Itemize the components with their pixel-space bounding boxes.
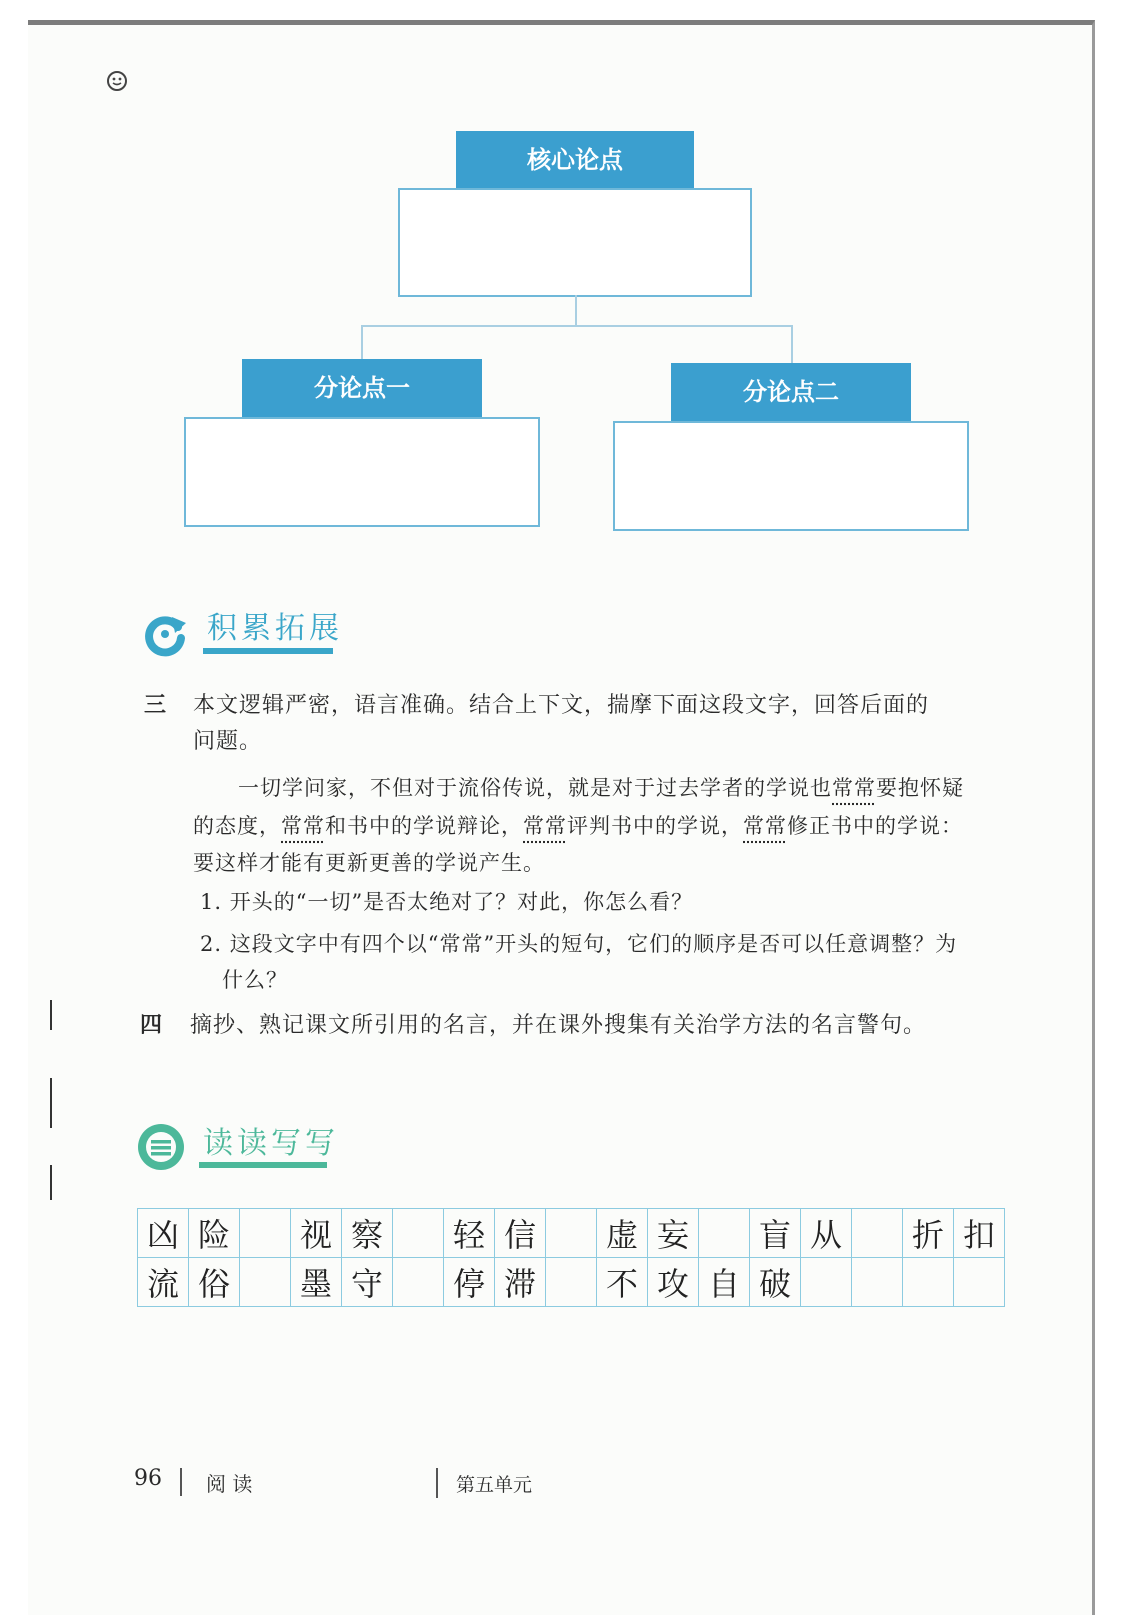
grid-cell xyxy=(393,1258,444,1307)
connector-right xyxy=(791,325,793,363)
page-number: 96 xyxy=(134,1466,162,1491)
grid-cell: 折 xyxy=(903,1209,954,1258)
sub-argument-1-label: 分论点一 xyxy=(242,359,482,417)
quote-line-3: 要这样才能有更新更善的学说产生。 xyxy=(193,851,545,875)
grid-cell xyxy=(699,1209,750,1258)
footer-unit: 第五单元 xyxy=(456,1474,533,1496)
core-argument-label: 核心论点 xyxy=(456,131,694,188)
question-4-text: 摘抄、熟记课文所引用的名言，并在课外搜集有关治学方法的名言警句。 xyxy=(190,1013,927,1038)
grid-cell: 自 xyxy=(699,1258,750,1307)
grid-cell: 流 xyxy=(138,1258,189,1307)
grid-cell: 滞 xyxy=(495,1258,546,1307)
grid-cell: 察 xyxy=(342,1209,393,1258)
grid-cell: 妄 xyxy=(648,1209,699,1258)
grid-cell xyxy=(852,1209,903,1258)
quote-text: 要抱怀疑 xyxy=(876,776,964,800)
grid-cell: 凶 xyxy=(138,1209,189,1258)
emphasis-changchang: 常常 xyxy=(281,814,325,838)
footer-separator xyxy=(436,1468,438,1498)
section-underline-read-write xyxy=(199,1162,327,1168)
grid-cell: 俗 xyxy=(189,1258,240,1307)
margin-mark xyxy=(50,1078,52,1128)
question-3-marker: 三 xyxy=(144,692,167,718)
footer-separator xyxy=(180,1468,182,1496)
core-argument-box xyxy=(398,188,752,297)
grid-cell xyxy=(393,1209,444,1258)
grid-cell: 信 xyxy=(495,1209,546,1258)
footer-section: 阅 读 xyxy=(206,1472,253,1496)
smiley-icon xyxy=(106,70,128,92)
question-3-text-line1: 本文逻辑严密，语言准确。结合上下文，揣摩下面这段文字，回答后面的 xyxy=(193,693,930,718)
grid-cell: 不 xyxy=(597,1258,648,1307)
grid-row-2 xyxy=(138,1258,1005,1307)
grid-cell: 虚 xyxy=(597,1209,648,1258)
quote-line-2 xyxy=(193,808,963,844)
section-title-read-write: 读读写写 xyxy=(203,1126,339,1161)
quote-text: 评判书中的学说， xyxy=(567,814,743,838)
grid-cell: 盲 xyxy=(750,1209,801,1258)
margin-mark xyxy=(50,1165,52,1200)
quote-line-1 xyxy=(238,770,964,806)
grid-cell xyxy=(954,1258,1005,1307)
grid-cell: 险 xyxy=(189,1209,240,1258)
grid-cell xyxy=(240,1258,291,1307)
margin-mark xyxy=(50,1000,52,1030)
grid-cell: 视 xyxy=(291,1209,342,1258)
sub-question-2-line2: 什么？ xyxy=(222,968,288,992)
grid-cell: 轻 xyxy=(444,1209,495,1258)
sub-argument-2-box xyxy=(613,421,969,531)
section-underline-accumulation xyxy=(203,648,333,654)
grid-cell xyxy=(546,1258,597,1307)
quote-text: 修正书中的学说： xyxy=(787,814,963,838)
emphasis-changchang: 常常 xyxy=(743,814,787,838)
grid-cell: 破 xyxy=(750,1258,801,1307)
connector-horizontal xyxy=(361,325,793,327)
grid-cell: 攻 xyxy=(648,1258,699,1307)
sub-argument-1-box xyxy=(184,417,540,527)
grid-cell xyxy=(903,1258,954,1307)
sub-argument-2-label: 分论点二 xyxy=(671,363,911,421)
grid-cell xyxy=(852,1258,903,1307)
section-title-accumulation: 积累拓展 xyxy=(207,611,343,646)
grid-cell: 扣 xyxy=(954,1209,1005,1258)
connector-vertical xyxy=(575,295,577,325)
quote-text: 一切学问家，不但对于流俗传说，就是对于过去学者的学说也 xyxy=(238,776,832,800)
quote-text: 和书中的学说辩论， xyxy=(325,814,523,838)
list-circle-icon xyxy=(136,1122,186,1172)
sub-question-1: 1. 开头的“一切”是否太绝对了？对此，你怎么看？ xyxy=(200,890,694,914)
grid-cell: 从 xyxy=(801,1209,852,1258)
emphasis-changchang: 常常 xyxy=(832,776,876,800)
grid-cell xyxy=(801,1258,852,1307)
grid-cell: 停 xyxy=(444,1258,495,1307)
question-3-text-line2: 问题。 xyxy=(193,729,263,754)
grid-cell: 守 xyxy=(342,1258,393,1307)
grid-cell: 墨 xyxy=(291,1258,342,1307)
sub-question-2-line1: 2. 这段文字中有四个以“常常”开头的短句，它们的顺序是否可以任意调整？为 xyxy=(200,932,958,956)
refresh-arrow-icon xyxy=(142,611,188,657)
question-4-marker: 四 xyxy=(140,1012,163,1038)
emphasis-changchang: 常常 xyxy=(523,814,567,838)
grid-cell xyxy=(240,1209,291,1258)
vocabulary-grid xyxy=(137,1208,1005,1307)
connector-left xyxy=(361,325,363,359)
grid-cell xyxy=(546,1209,597,1258)
quote-text: 的态度， xyxy=(193,814,281,838)
grid-row-1 xyxy=(138,1209,1005,1258)
